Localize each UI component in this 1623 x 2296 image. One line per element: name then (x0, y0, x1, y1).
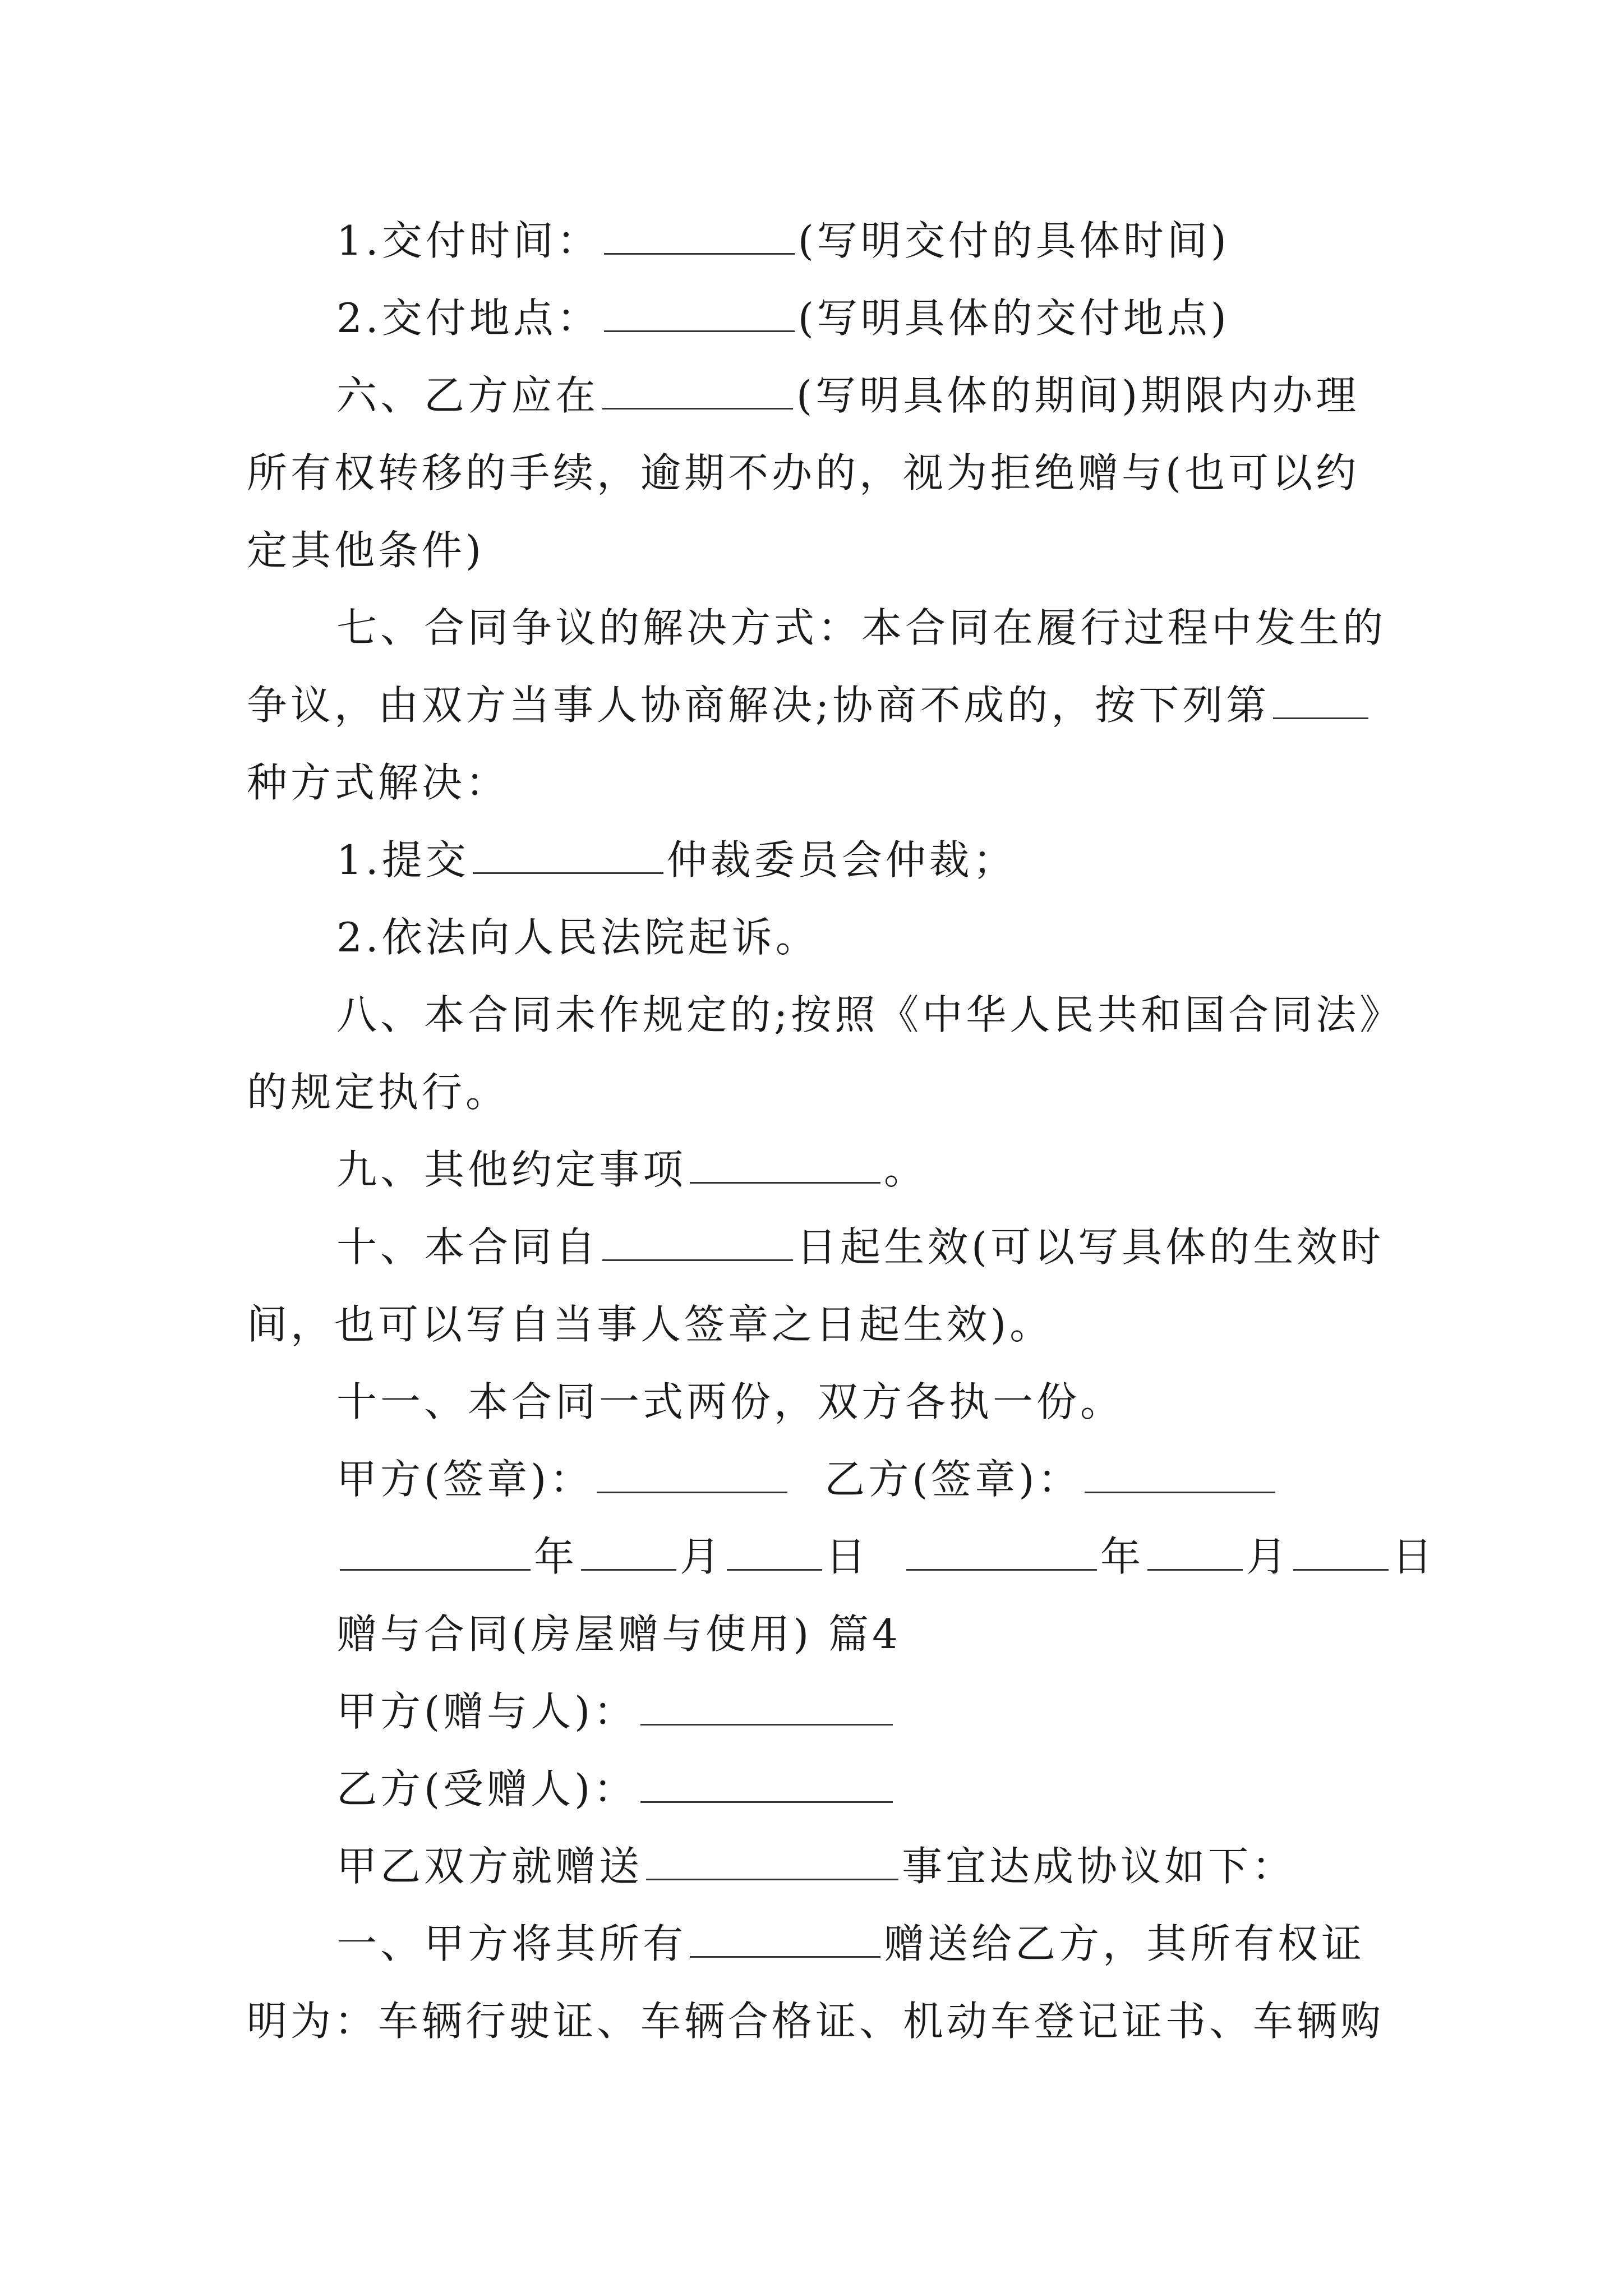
text-span: 七、合同争议的解决方式：本合同在履行过程中发生的 (336, 604, 1387, 651)
blank-field (646, 1838, 898, 1880)
paragraph-line (247, 1905, 1380, 1982)
text-span: (写明具体的交付地点) (797, 295, 1230, 342)
blank-field (340, 1529, 531, 1571)
paragraph-line (247, 1286, 1380, 1363)
signature-line (247, 1441, 1380, 1518)
text-span: 1.交付时间： (336, 217, 601, 264)
text-span: 日 (1392, 1533, 1436, 1580)
text-span: 月 (680, 1533, 724, 1580)
text-span: 事宜达成协议如下： (902, 1843, 1296, 1890)
text-span: 争议，由双方当事人协商解决;协商不成的，按下列第 (247, 682, 1270, 729)
paragraph-line (247, 1750, 1380, 1828)
text-span: 仲裁委员会仲裁； (666, 836, 1017, 884)
blank-field (727, 1529, 822, 1571)
section-heading (247, 1595, 1380, 1673)
text-span: 九、其他约定事项 (336, 1146, 687, 1193)
text-span: 年 (1100, 1533, 1145, 1580)
paragraph-line (247, 976, 1404, 1053)
blank-field (1147, 1529, 1243, 1571)
text-span: 年 (534, 1533, 578, 1580)
text-span: 甲乙双方就赠送 (336, 1843, 643, 1890)
blank-field (640, 1761, 893, 1803)
paragraph-line (247, 1053, 1380, 1131)
text-span: 赠送给乙方，其所有权证 (884, 1920, 1366, 1967)
text-span: 1.提交 (336, 836, 469, 884)
blank-field (1085, 1451, 1275, 1493)
party-b-signature-label: 乙方(签章)： (824, 1456, 1082, 1503)
party-a-signature-label: 甲方(签章)： (336, 1456, 594, 1503)
text-span: 日 (826, 1533, 870, 1580)
blank-field (604, 213, 795, 255)
text-span: 定其他条件) (247, 527, 485, 574)
text-span: 六、乙方应在 (336, 372, 600, 419)
paragraph-line (247, 1363, 1380, 1441)
text-span: 月 (1246, 1533, 1290, 1580)
paragraph-line (247, 666, 1380, 744)
paragraph-line (247, 1673, 1380, 1750)
paragraph-line (247, 821, 1380, 899)
paragraph-line (247, 1208, 1385, 1286)
text-span: 2.依法向人民法院起诉。 (336, 914, 819, 961)
blank-field (597, 1451, 787, 1493)
text-span: 十一、本合同一式两份，双方各执一份。 (336, 1378, 1124, 1425)
blank-field (473, 832, 663, 874)
paragraph-line (247, 434, 1380, 512)
text-span: 2.交付地点： (336, 295, 601, 342)
blank-field (640, 1683, 893, 1726)
paragraph-line (247, 899, 1380, 976)
blank-field (1293, 1529, 1389, 1571)
blank-field (1273, 677, 1368, 719)
paragraph-line (247, 589, 1387, 666)
blank-field (690, 1142, 880, 1184)
paragraph-line (247, 1828, 1380, 1905)
text-span: 的规定执行。 (247, 1069, 510, 1116)
text-span: (写明具体的期间)期限内办理 (796, 372, 1360, 419)
date-line (247, 1518, 1436, 1595)
text-span: 。 (884, 1146, 928, 1193)
paragraph-line (247, 744, 1380, 821)
text-span: 所有权转移的手续，逾期不办的，视为拒绝赠与(也可以约 (247, 449, 1360, 496)
text-span: (写明交付的具体时间) (797, 217, 1230, 264)
text-span: 日起生效(可以写具体的生效时 (796, 1223, 1385, 1271)
paragraph-line (247, 1131, 1380, 1208)
text-span: 八、本合同未作规定的;按照《中华人民共和国合同法》 (336, 991, 1404, 1038)
text-span: 明为：车辆行驶证、车辆合格证、机动车登记证书、车辆购 (247, 1998, 1385, 2045)
paragraph-line (247, 512, 1380, 589)
blank-field (604, 290, 795, 332)
text-span: 一、甲方将其所有 (336, 1920, 687, 1967)
text-span: 十、本合同自 (336, 1223, 600, 1271)
blank-field (602, 1219, 793, 1261)
paragraph-line (247, 357, 1380, 434)
paragraph-line (247, 1982, 1385, 2060)
blank-field (690, 1916, 880, 1958)
text-span: 间，也可以写自当事人签章之日起生效)。 (247, 1301, 1054, 1348)
blank-field (581, 1529, 676, 1571)
paragraph-line (247, 202, 1380, 279)
text-span: 乙方(受赠人)： (336, 1765, 638, 1812)
text-span: 赠与合同(房屋赠与使用) 篇4 (336, 1611, 901, 1658)
blank-field (906, 1529, 1097, 1571)
text-span: 甲方(赠与人)： (336, 1688, 638, 1735)
contract-body (247, 202, 1436, 2060)
paragraph-line (247, 279, 1380, 357)
blank-field (602, 367, 793, 409)
text-span: 种方式解决： (247, 759, 510, 806)
